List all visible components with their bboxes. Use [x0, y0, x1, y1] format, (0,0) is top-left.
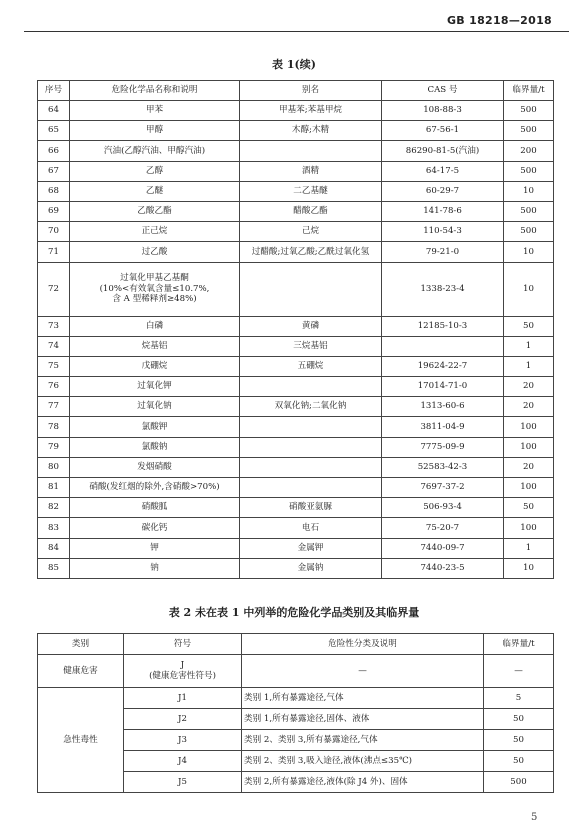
name-cell: 乙醇 [70, 161, 240, 181]
threshold-cell: 500 [484, 772, 554, 793]
category-cell: 健康危害 [38, 655, 124, 688]
alias-cell: 双氧化钠;二氧化钠 [240, 397, 382, 417]
threshold-cell: 50 [484, 709, 554, 730]
header-description: 危险性分类及说明 [242, 634, 484, 655]
alias-cell [240, 437, 382, 457]
symbol-cell: J1 [124, 688, 242, 709]
name-cell: 碳化钙 [70, 518, 240, 538]
cas-cell [382, 336, 504, 356]
name-cell: 正己烷 [70, 222, 240, 242]
seq-cell: 68 [38, 181, 70, 201]
alias-cell [240, 478, 382, 498]
name-cell: 氯酸钾 [70, 417, 240, 437]
table-row [38, 518, 554, 538]
threshold-cell: 10 [504, 181, 554, 201]
alias-cell: 三烷基铝 [240, 336, 382, 356]
alias-cell: 金属钾 [240, 538, 382, 558]
table-row [38, 356, 554, 376]
name-cell: 氯酸钠 [70, 437, 240, 457]
category-cell: 急性毒性 [38, 688, 124, 793]
cas-cell: 7697-37-2 [382, 478, 504, 498]
threshold-cell: 1 [504, 356, 554, 376]
cas-cell: 108-88-3 [382, 101, 504, 121]
threshold-cell: 500 [504, 161, 554, 181]
threshold-cell: 500 [504, 121, 554, 141]
symbol-cell: J2 [124, 709, 242, 730]
table-row [38, 397, 554, 417]
cas-cell: 141-78-6 [382, 201, 504, 221]
cas-cell: 64-17-5 [382, 161, 504, 181]
table-row [38, 558, 554, 578]
alias-cell: 甲基苯;苯基甲烷 [240, 101, 382, 121]
threshold-cell: 20 [504, 377, 554, 397]
name-cell: 过氧化钾 [70, 377, 240, 397]
name-cell: 汽油(乙醇汽油、甲醇汽油) [70, 141, 240, 161]
page-number: 5 [531, 812, 538, 823]
alias-cell [240, 377, 382, 397]
header-seq: 序号 [38, 81, 70, 101]
table-row [38, 417, 554, 437]
table1-body [38, 101, 554, 579]
seq-cell: 85 [38, 558, 70, 578]
alias-cell: 己烷 [240, 222, 382, 242]
name-cell: 钾 [70, 538, 240, 558]
seq-cell: 79 [38, 437, 70, 457]
cas-cell: 506-93-4 [382, 498, 504, 518]
header-threshold: 临界量/t [484, 634, 554, 655]
seq-cell: 83 [38, 518, 70, 538]
symbol-cell: J5 [124, 772, 242, 793]
name-cell: 钠 [70, 558, 240, 578]
description-cell: 类别 2、类别 3,所有暴露途径,气体 [242, 730, 484, 751]
description-cell: 类别 1,所有暴露途径,气体 [242, 688, 484, 709]
table-row [38, 161, 554, 181]
seq-cell: 66 [38, 141, 70, 161]
seq-cell: 84 [38, 538, 70, 558]
seq-cell: 75 [38, 356, 70, 376]
threshold-cell: 500 [504, 222, 554, 242]
threshold-cell: 500 [504, 201, 554, 221]
header-threshold: 临界量/t [504, 81, 554, 101]
cas-cell: 17014-71-0 [382, 377, 504, 397]
name-cell: 硝酸胍 [70, 498, 240, 518]
table1 [37, 80, 554, 579]
cas-cell: 67-56-1 [382, 121, 504, 141]
alias-cell [240, 417, 382, 437]
name-cell: 戊硼烷 [70, 356, 240, 376]
name-cell: 硝酸(发红烟的除外,含硝酸>70%) [70, 478, 240, 498]
table-row [38, 181, 554, 201]
description-cell: 类别 2、类别 3,吸入途径,液体(沸点≤35℃) [242, 751, 484, 772]
seq-cell: 76 [38, 377, 70, 397]
alias-cell [240, 262, 382, 316]
threshold-cell: 10 [504, 262, 554, 316]
table-row [38, 538, 554, 558]
cas-cell: 86290-81-5(汽油) [382, 141, 504, 161]
alias-cell: 电石 [240, 518, 382, 538]
standard-number: GB 18218—2018 [446, 14, 552, 27]
header-alias: 别名 [240, 81, 382, 101]
description-cell: 类别 2,所有暴露途径,液体(除 J4 外)、固体 [242, 772, 484, 793]
seq-cell: 72 [38, 262, 70, 316]
seq-cell: 78 [38, 417, 70, 437]
header-symbol: 符号 [124, 634, 242, 655]
header-name: 危险化学品名称和说明 [70, 81, 240, 101]
alias-cell: 木醇;木精 [240, 121, 382, 141]
cas-cell: 60-29-7 [382, 181, 504, 201]
table-row [38, 498, 554, 518]
table-row [38, 437, 554, 457]
cas-cell: 1338-23-4 [382, 262, 504, 316]
seq-cell: 70 [38, 222, 70, 242]
threshold-cell: 20 [504, 457, 554, 477]
table-row [38, 262, 554, 316]
table1-caption: 表 1(续) [272, 58, 316, 71]
table2 [37, 633, 554, 793]
threshold-cell: 500 [504, 101, 554, 121]
seq-cell: 71 [38, 242, 70, 262]
threshold-cell: 20 [504, 397, 554, 417]
threshold-cell: 5 [484, 688, 554, 709]
name-cell: 过氧化甲基乙基酮 (10%<有效氧含量≤10.7%, 含 A 型稀释剂≥48%) [70, 262, 240, 316]
alias-cell: 五硼烷 [240, 356, 382, 376]
name-cell: 甲醇 [70, 121, 240, 141]
table-row [38, 141, 554, 161]
cas-cell: 75-20-7 [382, 518, 504, 538]
header-category: 类别 [38, 634, 124, 655]
alias-cell: 醋酸乙酯 [240, 201, 382, 221]
table-row [38, 242, 554, 262]
seq-cell: 67 [38, 161, 70, 181]
name-cell: 乙酸乙酯 [70, 201, 240, 221]
seq-cell: 73 [38, 316, 70, 336]
cas-cell: 12185-10-3 [382, 316, 504, 336]
table2-caption: 表 2 未在表 1 中列举的危险化学品类别及其临界量 [168, 606, 420, 619]
table-row [38, 457, 554, 477]
table-row [38, 478, 554, 498]
alias-cell: 金属钠 [240, 558, 382, 578]
seq-cell: 77 [38, 397, 70, 417]
table-row [38, 377, 554, 397]
table-row [38, 222, 554, 242]
cas-cell: 110-54-3 [382, 222, 504, 242]
cas-cell: 7775-09-9 [382, 437, 504, 457]
name-cell: 烷基铝 [70, 336, 240, 356]
threshold-cell: 50 [484, 751, 554, 772]
alias-cell: 二乙基醚 [240, 181, 382, 201]
header-rule [24, 31, 569, 32]
threshold-cell: 1 [504, 336, 554, 356]
description-cell: 类别 1,所有暴露途径,固体、液体 [242, 709, 484, 730]
alias-cell: 硝酸亚氨脲 [240, 498, 382, 518]
symbol-cell: J4 [124, 751, 242, 772]
name-cell: 过乙酸 [70, 242, 240, 262]
threshold-cell: 10 [504, 558, 554, 578]
alias-cell: 黄磷 [240, 316, 382, 336]
alias-cell [240, 457, 382, 477]
cas-cell: 3811-04-9 [382, 417, 504, 437]
threshold-cell: 100 [504, 417, 554, 437]
threshold-cell: 1 [504, 538, 554, 558]
seq-cell: 80 [38, 457, 70, 477]
threshold-cell: — [484, 655, 554, 688]
name-cell: 甲苯 [70, 101, 240, 121]
threshold-cell: 100 [504, 518, 554, 538]
alias-cell: 过醋酸;过氧乙酸;乙酰过氧化氢 [240, 242, 382, 262]
threshold-cell: 100 [504, 437, 554, 457]
name-cell: 白磷 [70, 316, 240, 336]
threshold-cell: 50 [484, 730, 554, 751]
seq-cell: 69 [38, 201, 70, 221]
seq-cell: 64 [38, 101, 70, 121]
cas-cell: 7440-23-5 [382, 558, 504, 578]
threshold-cell: 200 [504, 141, 554, 161]
seq-cell: 74 [38, 336, 70, 356]
alias-cell [240, 141, 382, 161]
seq-cell: 65 [38, 121, 70, 141]
symbol-cell: J (健康危害性符号) [124, 655, 242, 688]
seq-cell: 81 [38, 478, 70, 498]
table-row [38, 336, 554, 356]
name-cell: 过氧化钠 [70, 397, 240, 417]
threshold-cell: 50 [504, 316, 554, 336]
cas-cell: 7440-09-7 [382, 538, 504, 558]
table-row [38, 121, 554, 141]
cas-cell: 19624-22-7 [382, 356, 504, 376]
table-row [38, 201, 554, 221]
name-cell: 乙醚 [70, 181, 240, 201]
seq-cell: 82 [38, 498, 70, 518]
cas-cell: 1313-60-6 [382, 397, 504, 417]
description-cell: — [242, 655, 484, 688]
alias-cell: 酒精 [240, 161, 382, 181]
table-row [38, 316, 554, 336]
threshold-cell: 50 [504, 498, 554, 518]
name-cell: 发烟硝酸 [70, 457, 240, 477]
symbol-cell: J3 [124, 730, 242, 751]
threshold-cell: 100 [504, 478, 554, 498]
threshold-cell: 10 [504, 242, 554, 262]
cas-cell: 79-21-0 [382, 242, 504, 262]
table-row [38, 101, 554, 121]
cas-cell: 52583-42-3 [382, 457, 504, 477]
header-cas: CAS 号 [382, 81, 504, 101]
